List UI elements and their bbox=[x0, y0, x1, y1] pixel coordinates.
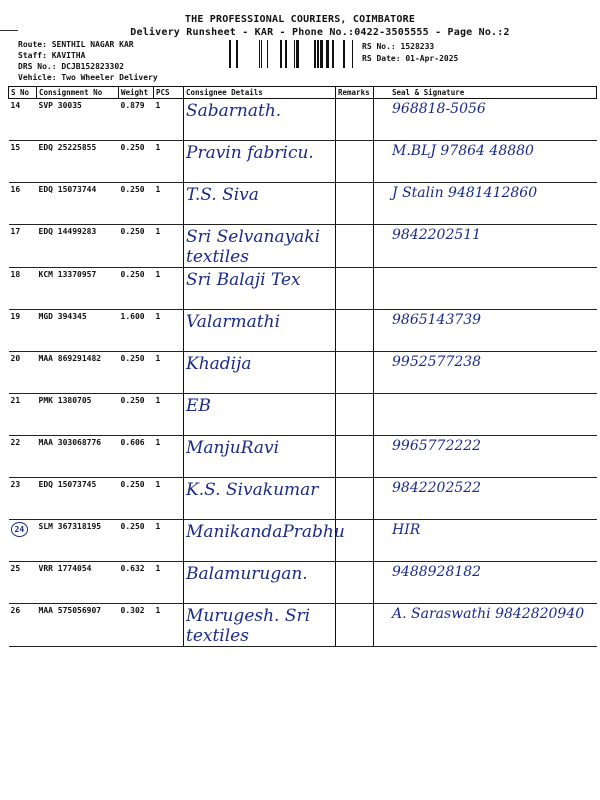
row-sno-text: 14 bbox=[10, 101, 21, 110]
row-sno bbox=[9, 141, 37, 183]
row-signature-text: 9842202511 bbox=[392, 227, 482, 243]
row-signature-text: A. Saraswathi 9842820940 bbox=[392, 606, 585, 622]
row-pcs-text: 1 bbox=[155, 522, 161, 531]
row-consignment-no bbox=[37, 562, 119, 604]
row-consignment-no bbox=[37, 310, 119, 352]
row-consignee bbox=[184, 394, 336, 436]
row-weight bbox=[119, 99, 154, 141]
barcode bbox=[229, 40, 353, 68]
row-signature bbox=[374, 99, 597, 141]
row-weight-text: 1.600 bbox=[120, 312, 145, 321]
row-consignment-no bbox=[37, 183, 119, 225]
row-consignee bbox=[184, 183, 336, 225]
row-signature bbox=[374, 310, 597, 352]
row-weight-text: 0.250 bbox=[120, 396, 145, 405]
row-remarks bbox=[336, 478, 374, 520]
row-consignee bbox=[184, 141, 336, 183]
row-signature bbox=[374, 225, 597, 268]
row-signature-text: 968818-5056 bbox=[392, 101, 486, 117]
row-weight-text: 0.250 bbox=[120, 270, 145, 279]
header-weight: Weight bbox=[119, 87, 154, 99]
row-sno-text: 18 bbox=[10, 270, 21, 279]
row-signature bbox=[374, 352, 597, 394]
row-consignee bbox=[184, 520, 345, 562]
table-row bbox=[9, 141, 597, 183]
row-pcs-text: 1 bbox=[155, 564, 161, 573]
staff-label: Staff: KAVITHA bbox=[18, 51, 86, 60]
vehicle-label: Vehicle: Two Wheeler Delivery bbox=[18, 73, 158, 82]
row-signature-text: 9952577238 bbox=[392, 354, 482, 370]
row-consignee-text: Balamurugan. bbox=[186, 564, 308, 584]
row-signature bbox=[374, 268, 597, 310]
row-consignment-no-text: KCM 13370957 bbox=[38, 270, 97, 279]
row-sno-text: 16 bbox=[10, 185, 21, 194]
row-sno bbox=[9, 562, 37, 604]
row-weight-text: 0.250 bbox=[120, 227, 145, 236]
route-label: Route: SENTHIL NAGAR KAR bbox=[18, 40, 134, 49]
row-consignment-no-text: PMK 1380705 bbox=[38, 396, 92, 405]
header-pcs: PCS bbox=[154, 87, 184, 99]
header-signature: Seal & Signature bbox=[374, 87, 597, 99]
row-consignee-text: K.S. Sivakumar bbox=[186, 480, 319, 500]
row-remarks bbox=[336, 225, 374, 268]
row-pcs bbox=[154, 268, 184, 310]
row-sno bbox=[9, 394, 37, 436]
row-sno bbox=[9, 478, 37, 520]
row-pcs bbox=[154, 520, 184, 562]
row-consignment-no bbox=[37, 436, 119, 478]
row-pcs-text: 1 bbox=[155, 270, 161, 279]
row-sno-text: 19 bbox=[10, 312, 21, 321]
row-consignee-text: EB bbox=[186, 396, 211, 416]
row-signature-text: 9488928182 bbox=[392, 564, 482, 580]
row-consignee bbox=[184, 604, 336, 647]
row-signature-text: M.BLJ 97864 48880 bbox=[392, 143, 534, 159]
row-signature-text: HIR bbox=[392, 522, 421, 538]
rs-number: RS No.: 1528233 bbox=[362, 42, 435, 51]
rs-date: RS Date: 01-Apr-2025 bbox=[362, 54, 459, 63]
row-consignment-no bbox=[37, 99, 119, 141]
row-consignment-no-text: MGD 394345 bbox=[38, 312, 87, 321]
row-pcs-text: 1 bbox=[155, 354, 161, 363]
row-pcs-text: 1 bbox=[155, 185, 161, 194]
row-sno bbox=[9, 352, 37, 394]
row-consignment-no bbox=[37, 520, 119, 562]
row-consignment-no-text: MAA 575056907 bbox=[38, 606, 102, 615]
row-weight-text: 0.250 bbox=[120, 522, 145, 531]
row-sno-text: 22 bbox=[10, 438, 21, 447]
row-weight bbox=[119, 436, 154, 478]
row-consignment-no-text: MAA 869291482 bbox=[38, 354, 102, 363]
runsheet-table-wrapper bbox=[8, 86, 596, 646]
row-sno bbox=[9, 520, 37, 562]
row-sno bbox=[9, 225, 37, 268]
row-remarks bbox=[336, 99, 374, 141]
row-pcs bbox=[154, 352, 184, 394]
row-weight bbox=[119, 310, 154, 352]
row-consignee-text: Sri Selvanayaki textiles bbox=[186, 227, 321, 267]
table-row bbox=[9, 99, 597, 141]
row-signature-text: 9865143739 bbox=[392, 312, 482, 328]
row-weight-text: 0.632 bbox=[120, 564, 145, 573]
row-consignment-no-text: SVP 30035 bbox=[38, 101, 82, 110]
row-consignment-no bbox=[37, 225, 119, 268]
row-pcs bbox=[154, 604, 184, 647]
row-consignee-text: Murugesh. Sri textiles bbox=[186, 606, 311, 646]
row-sno bbox=[9, 310, 37, 352]
row-consignee-text: ManjuRavi bbox=[186, 438, 280, 458]
row-signature bbox=[374, 520, 597, 562]
table-row bbox=[9, 310, 597, 352]
header-consignee: Consignee Details bbox=[184, 87, 336, 99]
row-consignee bbox=[184, 310, 336, 352]
row-pcs-text: 1 bbox=[155, 438, 161, 447]
row-sno-text: 24 bbox=[11, 522, 29, 537]
row-pcs-text: 1 bbox=[155, 143, 161, 152]
row-consignee bbox=[184, 352, 336, 394]
row-pcs bbox=[154, 225, 184, 268]
row-signature-text: 9842202522 bbox=[392, 480, 482, 496]
row-weight bbox=[119, 225, 154, 268]
row-remarks bbox=[336, 604, 374, 647]
table-row bbox=[9, 436, 597, 478]
row-consignment-no-text: EDQ 25225855 bbox=[38, 143, 97, 152]
row-signature bbox=[374, 604, 597, 647]
row-remarks bbox=[336, 436, 374, 478]
row-consignee bbox=[184, 99, 336, 141]
table-row bbox=[9, 478, 597, 520]
row-pcs-text: 1 bbox=[155, 480, 161, 489]
table-row bbox=[9, 352, 597, 394]
row-remarks bbox=[336, 394, 374, 436]
header-consignment: Consignment No bbox=[37, 87, 119, 99]
row-weight-text: 0.606 bbox=[120, 438, 145, 447]
row-consignee bbox=[184, 225, 336, 268]
header-sno: S No bbox=[9, 87, 37, 99]
row-weight-text: 0.879 bbox=[120, 101, 145, 110]
row-weight-text: 0.250 bbox=[120, 480, 145, 489]
row-consignment-no bbox=[37, 268, 119, 310]
row-weight bbox=[119, 141, 154, 183]
table-row bbox=[9, 183, 597, 225]
row-pcs-text: 1 bbox=[155, 312, 161, 321]
row-consignee bbox=[184, 478, 336, 520]
row-pcs-text: 1 bbox=[155, 606, 161, 615]
row-pcs bbox=[154, 141, 184, 183]
row-remarks bbox=[336, 352, 374, 394]
row-consignment-no-text: EDQ 14499283 bbox=[38, 227, 97, 236]
row-weight bbox=[119, 520, 154, 562]
row-signature-text: J Stalin 9481412860 bbox=[392, 185, 538, 201]
row-pcs bbox=[154, 478, 184, 520]
row-sno-text: 20 bbox=[10, 354, 21, 363]
row-weight bbox=[119, 352, 154, 394]
table-row bbox=[9, 562, 597, 604]
row-weight-text: 0.302 bbox=[120, 606, 145, 615]
row-remarks bbox=[336, 268, 374, 310]
row-signature bbox=[374, 436, 597, 478]
table-row bbox=[9, 520, 597, 562]
table-row bbox=[9, 604, 597, 647]
row-sno-text: 15 bbox=[10, 143, 21, 152]
row-pcs bbox=[154, 562, 184, 604]
row-weight bbox=[119, 562, 154, 604]
scan-corner-mark bbox=[0, 30, 18, 31]
row-consignee bbox=[184, 268, 336, 310]
row-consignee-text: ManikandaPrabhu bbox=[186, 522, 345, 542]
row-weight bbox=[119, 604, 154, 647]
row-weight-text: 0.250 bbox=[120, 143, 145, 152]
row-consignment-no bbox=[37, 352, 119, 394]
row-signature bbox=[374, 562, 597, 604]
row-remarks bbox=[336, 562, 374, 604]
row-sno bbox=[9, 268, 37, 310]
row-consignment-no-text: MAA 303068776 bbox=[38, 438, 102, 447]
row-consignment-no-text: VRR 1774054 bbox=[38, 564, 92, 573]
row-consignment-no-text: EDQ 15073744 bbox=[38, 185, 97, 194]
row-sno-text: 23 bbox=[10, 480, 21, 489]
row-consignment-no bbox=[37, 394, 119, 436]
row-weight bbox=[119, 183, 154, 225]
row-consignment-no-text: EDQ 15073745 bbox=[38, 480, 97, 489]
row-consignment-no bbox=[37, 478, 119, 520]
runsheet-table bbox=[8, 86, 597, 647]
row-signature bbox=[374, 141, 597, 183]
row-weight-text: 0.250 bbox=[120, 185, 145, 194]
row-consignee-text: T.S. Siva bbox=[186, 185, 259, 205]
row-sno bbox=[9, 604, 37, 647]
row-remarks bbox=[336, 183, 374, 225]
row-pcs-text: 1 bbox=[155, 101, 161, 110]
row-consignment-no bbox=[37, 141, 119, 183]
row-pcs bbox=[154, 310, 184, 352]
row-consignee-text: Valarmathi bbox=[186, 312, 281, 332]
row-weight bbox=[119, 394, 154, 436]
row-signature bbox=[374, 183, 597, 225]
company-title: THE PROFESSIONAL COURIERS, COIMBATORE bbox=[184, 14, 416, 25]
row-pcs bbox=[154, 183, 184, 225]
row-pcs bbox=[154, 436, 184, 478]
row-consignee bbox=[184, 436, 336, 478]
row-sno bbox=[9, 99, 37, 141]
row-remarks bbox=[336, 141, 374, 183]
row-signature bbox=[374, 478, 597, 520]
row-consignee-text: Pravin fabricu. bbox=[186, 143, 314, 163]
row-signature-text: 9965772222 bbox=[392, 438, 482, 454]
row-pcs-text: 1 bbox=[155, 396, 161, 405]
table-row bbox=[9, 225, 597, 268]
row-sno-text: 26 bbox=[10, 606, 21, 615]
row-pcs bbox=[154, 99, 184, 141]
runsheet-subtitle: Delivery Runsheet - KAR - Phone No.:0422-3505555 - Page No.:2 bbox=[130, 27, 510, 38]
row-consignment-no-text: SLM 367318195 bbox=[38, 522, 102, 531]
table-row bbox=[9, 394, 597, 436]
row-consignee-text: Sabarnath. bbox=[186, 101, 282, 121]
row-consignee-text: Sri Balaji Tex bbox=[186, 270, 301, 290]
row-signature bbox=[374, 394, 597, 436]
row-consignee-text: Khadija bbox=[186, 354, 252, 374]
row-weight bbox=[119, 268, 154, 310]
row-pcs-text: 1 bbox=[155, 227, 161, 236]
row-sno bbox=[9, 183, 37, 225]
row-weight bbox=[119, 478, 154, 520]
row-weight-text: 0.250 bbox=[120, 354, 145, 363]
row-remarks bbox=[336, 310, 374, 352]
row-sno-text: 17 bbox=[10, 227, 21, 236]
row-consignee bbox=[184, 562, 336, 604]
drs-number: DRS No.: DCJB152823302 bbox=[18, 62, 124, 71]
table-row bbox=[9, 268, 597, 310]
row-sno bbox=[9, 436, 37, 478]
row-pcs bbox=[154, 394, 184, 436]
table-header-row bbox=[9, 87, 597, 99]
row-consignment-no bbox=[37, 604, 119, 647]
row-sno-text: 21 bbox=[10, 396, 21, 405]
header-remarks: Remarks bbox=[336, 87, 374, 99]
row-sno-text: 25 bbox=[10, 564, 21, 573]
